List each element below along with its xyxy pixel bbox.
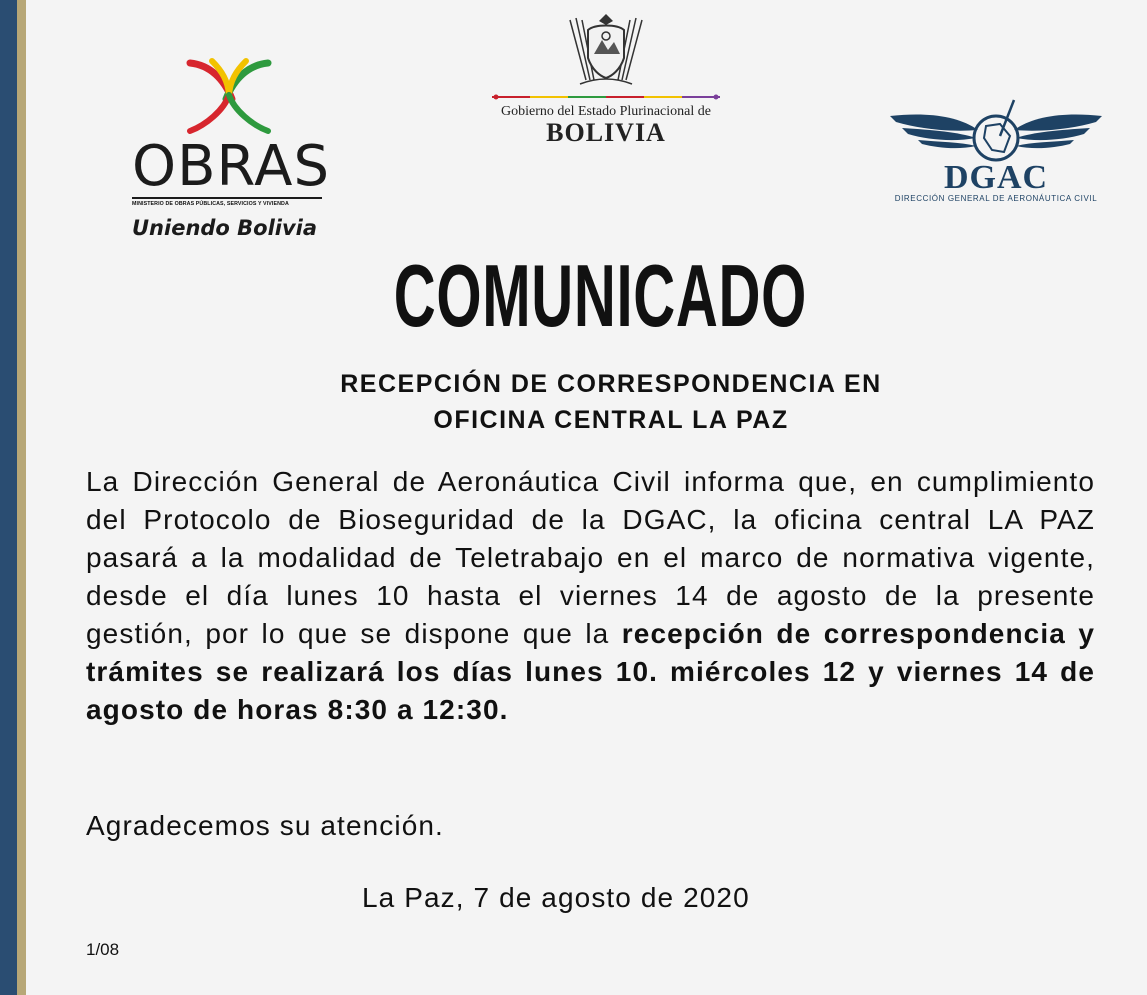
- document-subtitle: [240, 366, 982, 438]
- subtitle-line-1: RECEPCIÓN DE CORRESPONDENCIA EN: [340, 370, 882, 398]
- body-text: La Dirección General de Aeronáutica Civil informa que, en cumplimiento del Protocolo de Bioseguridad de la DGAC, la oficina central LA PAZ pasará a la modalidad de Teletrabajo en el marco de normativa vigente, desde el día lunes 10 hasta el viernes 14 de agosto de la presente gestión, por lo que se dispone que la: [86, 466, 1095, 649]
- government-line: Gobierno del Estado Plurinacional de: [501, 104, 711, 119]
- closing-line: Agradecemos su atención.: [86, 810, 444, 841]
- obras-wordmark: OBRAS: [132, 134, 330, 199]
- flag-colors-bar: [492, 94, 720, 100]
- left-blue-stripe: [0, 0, 17, 995]
- obras-logo: [132, 55, 332, 240]
- government-name: BOLIVIA: [546, 118, 666, 147]
- left-gold-stripe: [17, 0, 26, 995]
- coat-of-arms-icon: [560, 10, 652, 94]
- body-bold-text: recepción de correspondencia y trámites se realizará los días lunes 10. miércoles 12 y viernes 14 de agosto de horas 8:30 a 12:30.: [86, 618, 1095, 725]
- obras-tagline: Uniendo Bolivia: [132, 216, 318, 240]
- document-title: COMUNICADO: [393, 246, 807, 345]
- winged-emblem-icon: [888, 96, 1104, 166]
- obras-emblem-icon: [184, 55, 274, 135]
- page-number: 1/08: [86, 940, 120, 959]
- place-and-date: La Paz, 7 de agosto de 2020: [362, 882, 750, 913]
- dgac-name: DGAC: [943, 159, 1049, 196]
- dgac-full-name: DIRECCIÓN GENERAL DE AERONÁUTICA CIVIL: [894, 194, 1098, 203]
- subtitle-line-2: OFICINA CENTRAL LA PAZ: [433, 406, 789, 434]
- dgac-logo: [888, 96, 1104, 203]
- obras-ministry-name: MINISTERIO DE OBRAS PÚBLICAS, SERVICIOS Y VIVIENDA: [132, 201, 289, 207]
- bolivia-government-logo: [490, 10, 722, 146]
- announcement-body: [86, 463, 1095, 729]
